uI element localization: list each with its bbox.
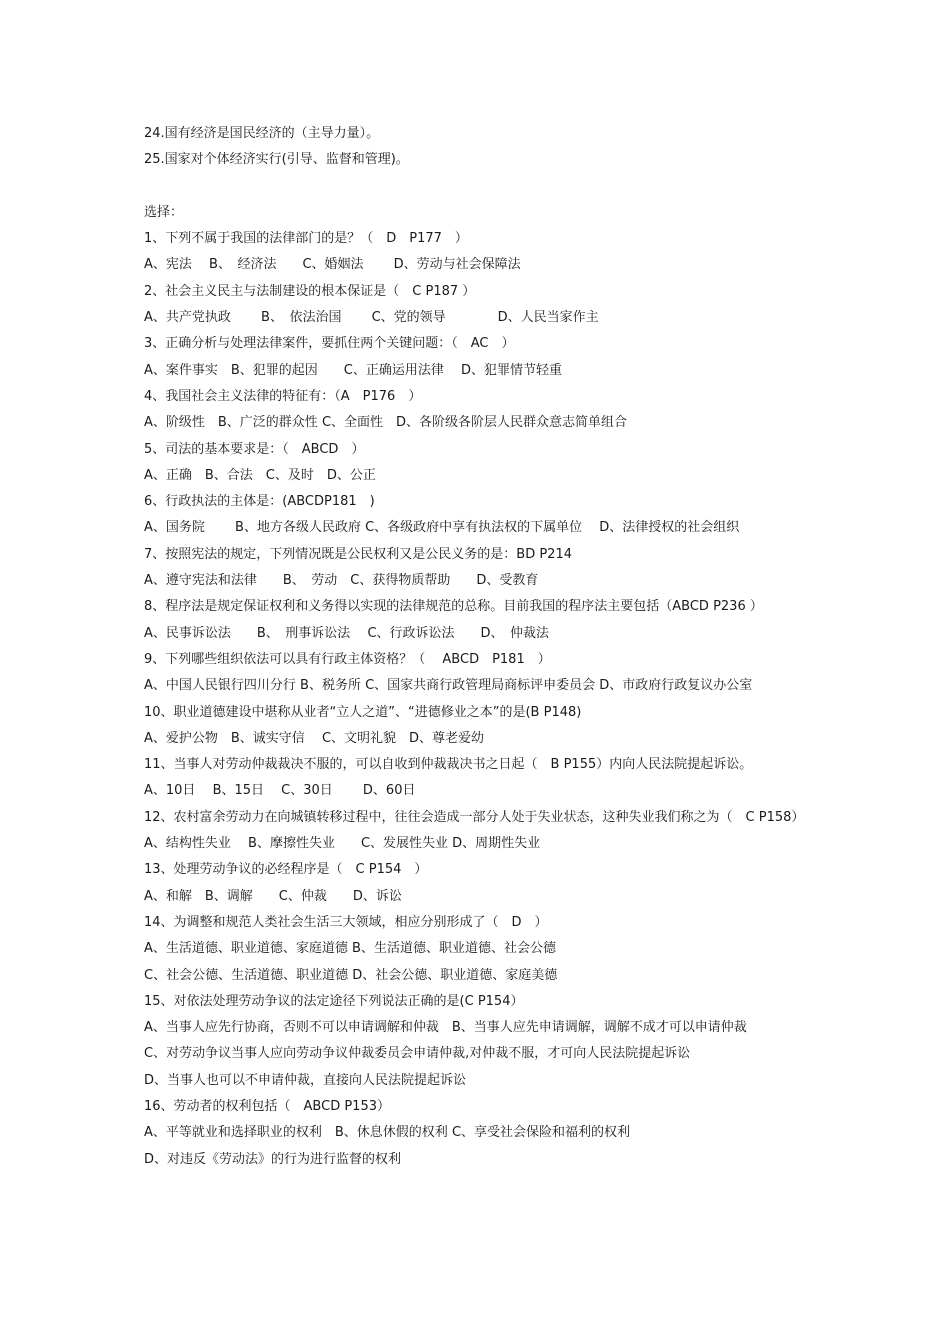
question-11: 11、当事人对劳动仲裁裁决不服的，可以自收到仲裁裁决书之日起（ B P155）内向人民法院提起诉讼。 (144, 757, 753, 773)
question-14: 14、为调整和规范人类社会生活三大领域，相应分别形成了（ D ） (144, 914, 548, 930)
intro-line-25: 25.国家对个体经济实行(引导、监督和管理)。 (144, 152, 409, 168)
question-13: 13、处理劳动争议的必经程序是（ C P154 ） (144, 862, 428, 878)
options-11: A、10日 B、15日 C、30日 D、60日 (144, 783, 416, 799)
options-16-abc: A、平等就业和选择职业的权利 B、休息休假的权利 C、享受社会保险和福利的权利 (144, 1125, 631, 1141)
question-8: 8、程序法是规定保证权利和义务得以实现的法律规范的总称。目前我国的程序法主要包括（ABCD P236 ） (144, 599, 763, 615)
options-10: A、爱护公物 B、诚实守信 C、文明礼貌 D、尊老爱幼 (144, 730, 485, 746)
options-16-d: D、对违反《劳动法》的行为进行监督的权利 (144, 1151, 402, 1167)
question-2: 2、社会主义民主与法制建设的根本保证是（ C P187 ） (144, 283, 476, 299)
options-7: A、遵守宪法和法律 B、 劳动 C、获得物质帮助 D、受教育 (144, 573, 539, 589)
options-14-ab: A、生活道德、职业道德、家庭道德 B、生活道德、职业道德、社会公德 (144, 941, 556, 957)
section-title: 选择： (144, 204, 184, 220)
options-1: A、宪法 B、 经济法 C、婚姻法 D、劳动与社会保障法 (144, 257, 521, 273)
question-16: 16、劳动者的权利包括（ ABCD P153） (144, 1098, 390, 1114)
question-5: 5、司法的基本要求是：（ ABCD ） (144, 441, 365, 457)
options-2: A、共产党执政 B、 依法治国 C、党的领导 D、人民当家作主 (144, 310, 599, 326)
options-6: A、国务院 B、地方各级人民政府 C、各级政府中享有执法权的下属单位 D、法律授权的社会组织 (144, 520, 740, 536)
options-15-d: D、当事人也可以不申请仲裁，直接向人民法院提起诉讼 (144, 1072, 467, 1088)
question-12: 12、农村富余劳动力在向城镇转移过程中，往往会造成一部分人处于失业状态，这种失业我们称之为（ C P158） (144, 809, 805, 825)
question-3: 3、正确分析与处理法律案件，要抓住两个关键问题：（ AC ） (144, 336, 515, 352)
options-3: A、案件事实 B、犯罪的起因 C、正确运用法律 D、犯罪情节轻重 (144, 362, 563, 378)
question-10: 10、职业道德建设中堪称从业者“立人之道”、“进德修业之本”的是(B P148) (144, 704, 582, 720)
options-9: A、中国人民银行四川分行 B、税务所 C、国家共商行政管理局商标评申委员会 D、市政府行政复议办公室 (144, 678, 753, 694)
question-7: 7、按照宪法的规定，下列情况既是公民权利又是公民义务的是：BD P214 (144, 546, 572, 562)
options-12: A、结构性失业 B、摩擦性失业 C、发展性失业 D、周期性失业 (144, 836, 541, 852)
options-4: A、阶级性 B、广泛的群众性 C、全面性 D、各阶级各阶层人民群众意志简单组合 (144, 415, 628, 431)
options-13: A、和解 B、调解 C、仲裁 D、诉讼 (144, 888, 402, 904)
options-8: A、民事诉讼法 B、 刑事诉讼法 C、行政诉讼法 D、 仲裁法 (144, 625, 550, 641)
question-15: 15、对依法处理劳动争议的法定途径下列说法正确的是(C P154） (144, 993, 524, 1009)
options-14-cd: C、社会公德、生活道德、职业道德 D、社会公德、职业道德、家庭美德 (144, 967, 558, 983)
question-1: 1、下列不属于我国的法律部门的是？（ D P177 ） (144, 231, 468, 247)
options-5: A、正确 B、合法 C、及时 D、公正 (144, 467, 376, 483)
options-15-c: C、对劳动争议当事人应向劳动争议仲裁委员会申请仲裁,对仲裁不服，才可向人民法院提起诉讼 (144, 1046, 691, 1062)
question-4: 4、我国社会主义法律的特征有：（A P176 ） (144, 388, 422, 404)
question-9: 9、下列哪些组织依法可以具有行政主体资格？（ ABCD P181 ） (144, 651, 551, 667)
options-15-ab: A、当事人应先行协商，否则不可以申请调解和仲裁 B、当事人应先申请调解，调解不成才可以申请仲裁 (144, 1020, 747, 1036)
intro-line-24: 24.国有经济是国民经济的（主导力量）。 (144, 126, 380, 141)
blank-line (144, 174, 814, 200)
document-body (144, 121, 814, 1173)
question-6: 6、行政执法的主体是：(ABCDP181 ) (144, 494, 375, 510)
